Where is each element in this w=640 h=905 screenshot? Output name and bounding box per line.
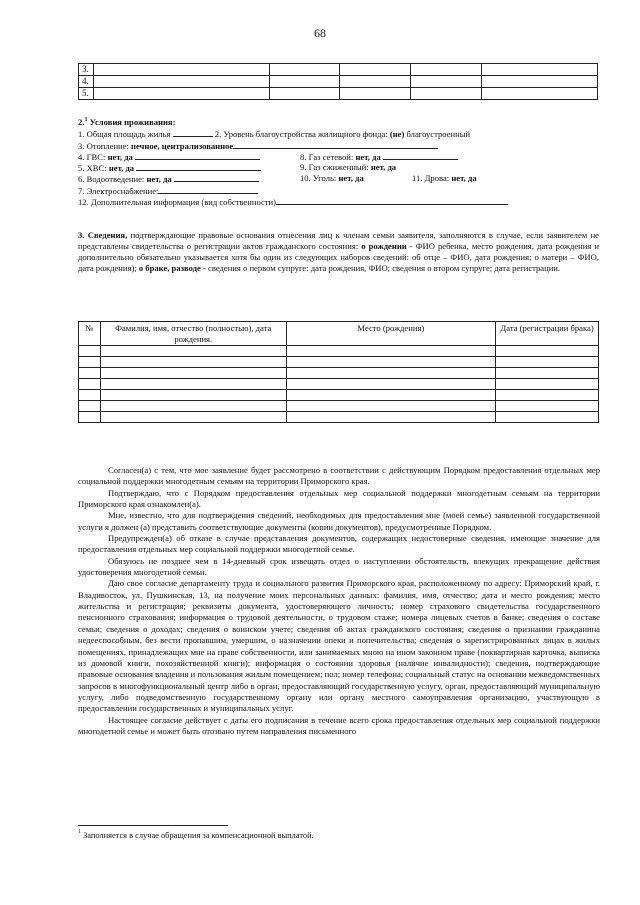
paragraph: Предупрежден(а) об отказе в случае представления документов, содержащих недостоверные сведения, имеющие значение для предоставления отдельных мер социальной поддержки многодетной семье. xyxy=(78,533,600,555)
blank-line xyxy=(174,173,259,182)
table-row xyxy=(79,88,598,100)
row-number: 5. xyxy=(79,88,94,100)
column-header: Место (рождения) xyxy=(286,322,496,346)
paragraph: Обязуюсь не позднее чем в 14-дневный срок извещать отдел о наступлении обстоятельств, влекущих прекращение действия удостоверения многодетной семьи. xyxy=(78,555,600,578)
column-header: Дата (регистрации брака) xyxy=(496,322,599,346)
table-row xyxy=(79,357,599,368)
paragraph: Даю свое согласие департаменту труда и социального развития Приморского края, расположенному по адресу: Приморский край, г. Владивосток, ул. Пушкинская, 13, на получение моих персональных данных: фамилия, имя, отчество; дата и место рождения; место жительства и регистрация; реквизиты документа, удостоверяющего личность; номер страхового свидетельства государственного пенсионного страхования; информация о трудовой деятельности, о трудовом стаже; номера лицевых счетов в банке; сведения о составе семьи; сведения о доходах; сведения о воинском учете; сведения об актах гражданского состояния; сведения о признании гражданина недееспособным, без вести пропавшим, умершим, о назначении опеки и попечительства; сведения о зарегистрированных лицах в жилых помещениях, принадлежащих мне на праве собственности, или занимаемых мною на ином законном праве (поквартирная карточка, выписка из домовой книги, похозяйственной книги); информация о состоянии здоровья (наличие инвалидности); сведения, подтверждающие правовые основания владения и пользования жилым помещением; пол; номер телефона; социальный статус на основании межведомственных запросов в многофункциональный центр либо в орган, предоставляющий государственную услугу, орган, предоставляющий муниципальную услугу, либо подведомственную государственному органу или органу местного самоуправления организацию, участвующую в предоставлении государственных и муниципальных услуг. xyxy=(78,578,600,714)
table-row xyxy=(79,401,599,412)
section-title: 2.$^1$ Условия проживания: xyxy=(78,117,176,127)
table-row xyxy=(79,64,598,76)
paragraph: Согласен(а) с тем, что мое заявление будет рассмотрено в соответствии с действующим Порядком предоставления отдельных мер социальной поддержки многодетным семьям на территории Приморского края. xyxy=(78,465,600,487)
table-row xyxy=(79,368,599,379)
blank-line xyxy=(135,151,260,160)
table-header-row xyxy=(79,322,599,346)
top-table xyxy=(78,63,598,100)
table-row xyxy=(79,76,598,88)
section-3-text: 3. Сведения, подтверждающие правовые основания отнесения лиц к членам семьи заявителя, заполняются в случае, если заявителем не представлены свидетельства о регистрации актов гражданского состояния: о рождении - ФИО ребенка, место рождения, дата рождения и дополнительно обязательно указывается хотя бы один из следующих наборов сведений: об отце – ФИО, дата рождения; о матери – ФИО, дата рождения); о браке, разводе - сведения о первом супруге: дата рождения, ФИО; сведения о втором супруге; дата регистрации. xyxy=(78,230,599,274)
condition-line-3: 4. ГВС: нет, да 8. Газ сетевой: нет, да xyxy=(78,151,608,162)
condition-line-2: 3. Отопление: печное, централизованное xyxy=(78,140,608,151)
family-members-table xyxy=(78,321,599,423)
row-number: 3. xyxy=(79,64,94,76)
table-row xyxy=(79,346,599,357)
consent-text xyxy=(78,465,600,737)
living-conditions-section xyxy=(78,117,608,207)
footnote: $^1$ Заполняется в случае обращения за компенсационной выплатой. xyxy=(78,829,314,840)
blank-line xyxy=(383,151,458,160)
condition-line-6: 7. Электроснабжение: xyxy=(78,185,608,196)
page-number: 68 xyxy=(314,26,326,40)
table-row xyxy=(79,379,599,390)
row-number: 4. xyxy=(79,76,94,88)
paragraph: Настоящее согласие действует с даты его подписания в течение всего срока предоставления отдельных мер социальной поддержки многодетной семье и может быть отозвано путем направления письменного xyxy=(78,714,600,736)
footnote-divider xyxy=(78,825,228,826)
table-row xyxy=(79,390,599,401)
paragraph: Подтверждаю, что с Порядком предоставления отдельных мер социальной поддержки многодетным семьям на территории Приморского края ознакомлен(а). xyxy=(78,487,600,510)
condition-line-1: 1. Общая площадь жилья 2. Уровень благоустройства жилищного фонда: (не) благоустроенный xyxy=(78,129,471,140)
blank-line xyxy=(276,196,508,205)
column-header: Фамилия, имя, отчество (полностью), дата рождения. xyxy=(100,322,286,346)
blank-line xyxy=(233,140,438,149)
blank-line xyxy=(158,185,258,194)
blank-line xyxy=(173,128,213,137)
paragraph: Мне, известно, что для подтверждения сведений, необходимых для предоставления мне (моей семье) заявленной государственной услуги я должен (а) представить соответствующие документы (копии документов), предусмотренные Порядком. xyxy=(78,510,600,532)
table-row xyxy=(79,412,599,423)
condition-line-4: 5. ХВС: нет, да 9. Газ сжиженный: нет, да xyxy=(78,162,397,174)
condition-line-7: 12. Дополнительная информация (вид собственности) xyxy=(78,196,608,207)
blank-line xyxy=(136,162,261,171)
column-header: № xyxy=(79,322,101,346)
condition-line-5: 6. Водоотведение: нет, да 10. Уголь: нет, да 11. Дрова: нет, да xyxy=(78,173,477,185)
